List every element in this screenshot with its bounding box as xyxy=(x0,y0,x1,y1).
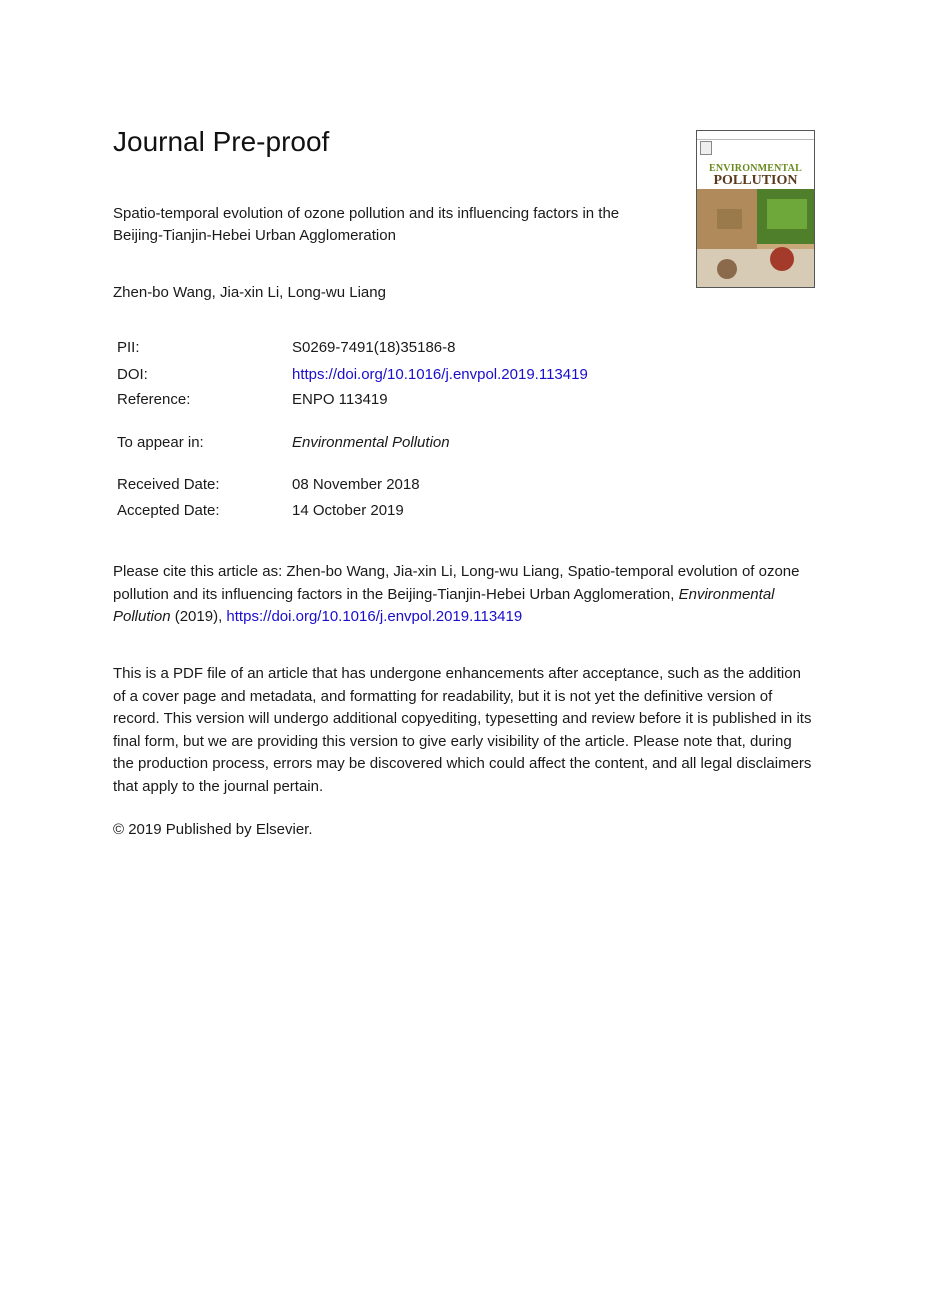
pii-label: PII: xyxy=(117,339,140,356)
journal-cover xyxy=(696,130,815,288)
reference-label: Reference: xyxy=(117,391,191,408)
cover-title-line1: ENVIRONMENTAL xyxy=(709,163,802,174)
appear-value: Environmental Pollution xyxy=(292,434,450,451)
page-title: Journal Pre-proof xyxy=(113,126,330,157)
citation-paragraph xyxy=(113,561,813,629)
copyright-notice: © 2019 Published by Elsevier. xyxy=(113,821,313,838)
accepted-label: Accepted Date: xyxy=(117,502,220,519)
publisher-logo-icon xyxy=(700,141,712,155)
reference-value: ENPO 113419 xyxy=(292,391,388,408)
citation-prefix: Please cite this article as: Zhen-bo Wang, Jia-xin Li, Long-wu Liang, Spatio-temporal evolution of ozone pollution and its influencing factors in the Beijing-Tianjin-Hebei Urban Agglomeration, xyxy=(113,563,800,603)
received-value: 08 November 2018 xyxy=(292,476,420,493)
citation-journal: Environmental Pollution xyxy=(113,585,775,625)
accepted-value: 14 October 2019 xyxy=(292,502,404,519)
doi-link[interactable]: https://doi.org/10.1016/j.envpol.2019.113419 xyxy=(292,366,588,383)
cover-title-line2: POLLUTION xyxy=(713,173,798,188)
doi-label: DOI: xyxy=(117,366,148,383)
cover-top-strip xyxy=(697,131,814,140)
authors: Zhen-bo Wang, Jia-xin Li, Long-wu Liang xyxy=(113,284,386,301)
citation-doi-link[interactable]: https://doi.org/10.1016/j.envpol.2019.113419 xyxy=(226,608,523,625)
received-label: Received Date: xyxy=(117,476,220,493)
appear-label: To appear in: xyxy=(117,434,204,451)
pii-value: S0269-7491(18)35186-8 xyxy=(292,339,456,356)
notice-paragraph: This is a PDF file of an article that has undergone enhancements after acceptance, such as the addition of a cover page and metadata, and formatting for readability, but it is not yet the definitive version of record. This version will undergo additional copyediting, typesetting and review before it is published in its final form, but we are providing this version to give early visibility of the article. Please note that, during the production process, errors may be discovered which could affect the content, and all legal disclaimers that apply to the journal pertain. xyxy=(113,665,812,795)
article-title: Spatio-temporal evolution of ozone pollution and its influencing factors in the Beijing-Tianjin-Hebei Urban Agglomeration xyxy=(113,205,620,244)
citation-year: (2019), xyxy=(170,608,227,625)
cover-artwork-icon xyxy=(697,189,814,287)
